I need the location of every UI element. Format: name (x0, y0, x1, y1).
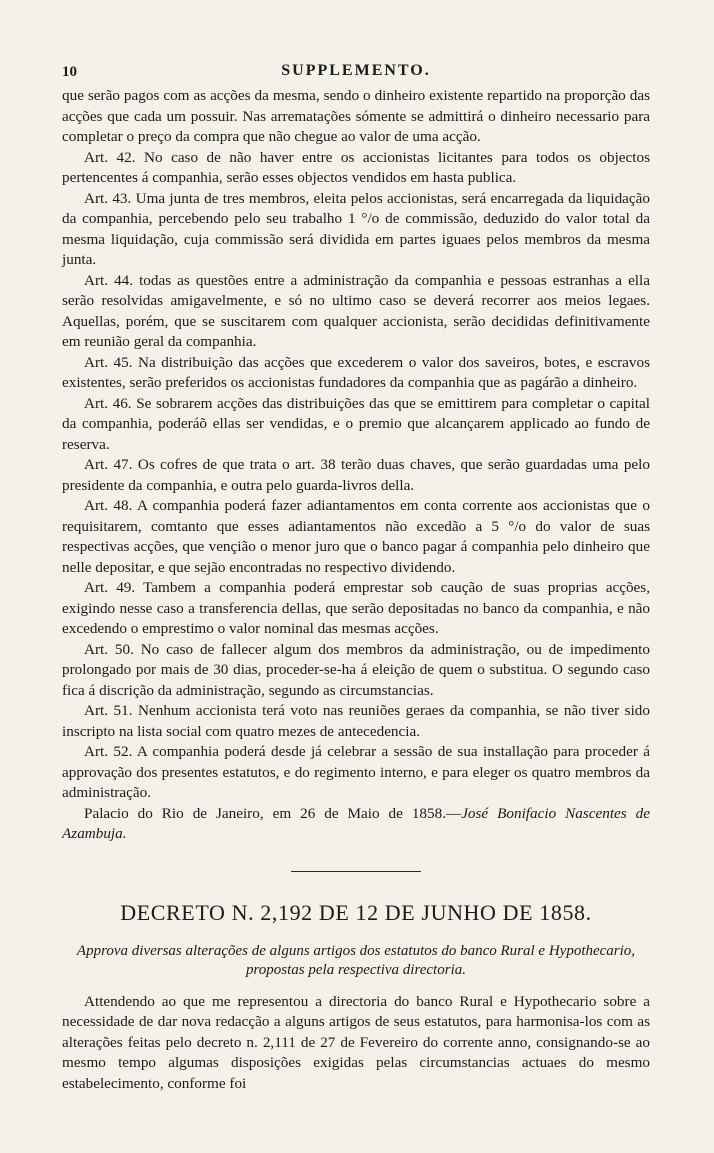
article-paragraph: que serão pagos com as acções da mesma, sendo o dinheiro existente repartido na proporção das acções que cada um possuir. Nas arrematações sómente se admittirá o dinheiro necessario para completar o preço da compra que não chegue ao valor de uma acção. (62, 87, 650, 145)
decree-title: DECRETO N. 2,192 DE 12 DE JUNHO DE 1858. (120, 899, 592, 925)
article-45: Art. 45. Na distribuição das acções que excederem o valor dos saveiros, botes, e escravos existentes, serão preferidos os accionistas fundadores da companhia que as pagárão a dinheiro. (62, 353, 650, 391)
section-divider (291, 871, 421, 872)
signature-name: José Bonifacio Nascentes de Azambuja. (62, 804, 650, 842)
article-44: Art. 44. todas as questões entre a administração da companhia e pessoas estranhas a ella serão resolvidas amigavelmente, e só no ultimo caso se deverá recorrer aos meios legaes. Aquellas, porém, que se suscitarem com qualquer accionista, serão decididas definitivamente em reunião geral da companhia. (62, 271, 650, 350)
article-43: Art. 43. Uma junta de tres membros, eleita pelos accionistas, será encarregada da liquidação da companhia, percebendo pelo seu trabalho 1 °/o de commissão, deduzido do valor total da mesma liquidação, cuja commissão será dividida em partes iguaes pelos membros da mesma junta. (62, 189, 650, 268)
statute-articles (62, 86, 650, 845)
article-50: Art. 50. No caso de fallecer algum dos membros da administração, ou de impedimento prolongado por mais de 30 dias, proceder-se-ha á eleição de quem o substitua. O segundo caso fica á discrição da administração, segundo as circumstancias. (62, 640, 650, 699)
article-51: Art. 51. Nenhum accionista terá voto nas reuniões geraes da companhia, se não tiver sido inscripto na lista social com quatro mezes de antecedencia. (62, 702, 650, 740)
article-46: Art. 46. Se sobrarem acções das distribuições das que se emittirem para completar o capital da companhia, poderáõ ellas ser vendidas, e o premio que alcançarem applicado ao fundo de reserva. (62, 394, 650, 453)
article-52: Art. 52. A companhia poderá desde já celebrar a sessão de sua installação para proceder á approvação dos presentes estatutos, e do regimento interno, e para eleger os quatro membros da administração. (62, 743, 650, 801)
page-header (62, 58, 650, 86)
article-49: Art. 49. Tambem a companhia poderá emprestar sob caução de suas proprias acções, exigindo nesse caso a transferencia dellas, que serão depositadas no banco da companhia, e não excedendo o emprestimo o valor nominal das mesmas acções. (62, 579, 650, 637)
page-number: 10 (62, 64, 77, 80)
signature-place-date: Palacio do Rio de Janeiro, em 26 de Maio de 1858.— (84, 804, 462, 822)
article-48: Art. 48. A companhia poderá fazer adiantamentos em conta corrente aos accionistas que o requisitarem, comtanto que esses adiantamentos não excedão a 5 °/o do valor de suas respectivas acções, que vençião o menor juro que o banco pagar á companhia pelo dinheiro que nelle depositar, e que sejão encontradas no respectivo dividendo. (62, 497, 650, 576)
signature-block (62, 804, 650, 845)
article-47: Art. 47. Os cofres de que trata o art. 38 terão duas chaves, que serão guardadas uma pelo presidente da companhia, e outra pelo guarda-livros della. (62, 456, 650, 494)
article-42: Art. 42. No caso de não haver entre os accionistas licitantes para todos os objectos pertencentes á companhia, serão esses objectos vendidos em hasta publica. (62, 148, 650, 186)
decree-subtitle: Approva diversas alterações de alguns artigos dos estatutos do banco Rural e Hypothecario, propostas pela respectiva directoria. (76, 942, 636, 978)
decree-body: Attendendo ao que me representou a directoria do banco Rural e Hypothecario sobre a necessidade de dar nova redacção a alguns artigos de seus estatutos, para harmonisa-los com as alterações feitas pelo decreto n. 2,111 de 27 de Fevereiro do corrente anno, consignando-se ao mesmo tempo algumas disposições exigidas pelas circumstancias actuaes do mesmo estabelecimento, conforme foi (62, 992, 650, 1092)
running-head: SUPPLEMENTO. (281, 62, 431, 79)
